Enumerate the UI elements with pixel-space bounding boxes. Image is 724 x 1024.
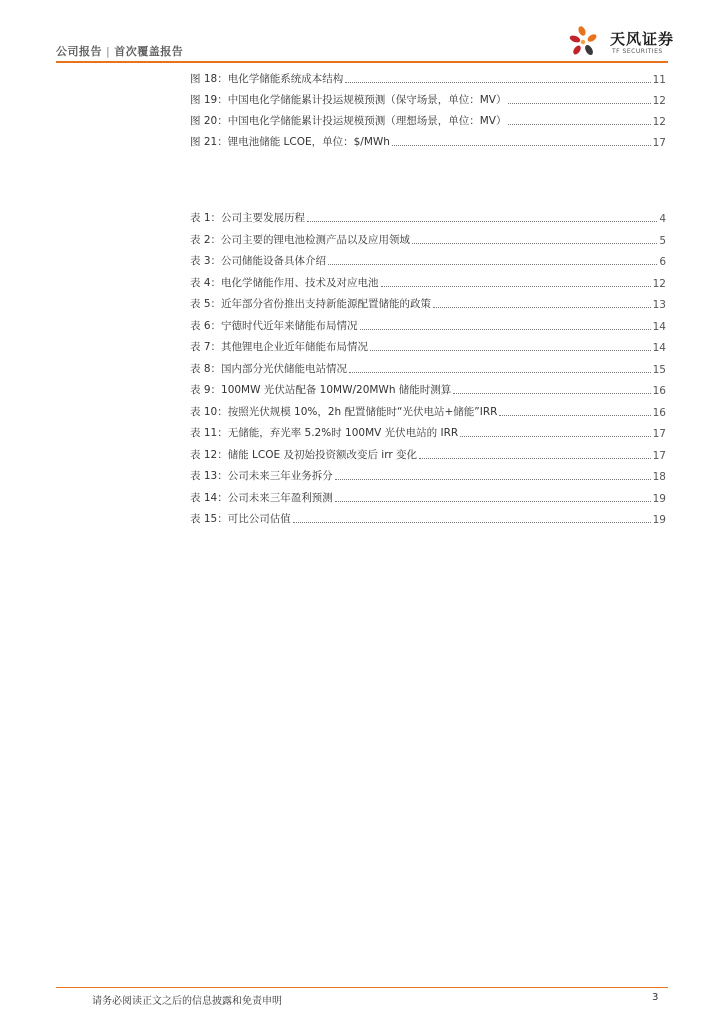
toc-entry-page: 14 xyxy=(652,342,666,354)
toc-entry[interactable] xyxy=(190,508,666,526)
toc-entry-page: 12 xyxy=(652,277,666,290)
toc-entry-label: 表 8：国内部分光伏储能电站情况 xyxy=(190,362,348,375)
toc-entry[interactable] xyxy=(190,336,666,354)
toc-entry[interactable] xyxy=(190,68,666,86)
toc-entry-label: 表 3：公司储能设备具体介绍 xyxy=(190,255,327,267)
toc-entry-page: 5 xyxy=(659,234,666,247)
toc-entry-page: 12 xyxy=(652,116,666,128)
toc-leader-dots xyxy=(349,372,651,373)
toc-entry-label: 表 14：公司未来三年盈利预测 xyxy=(190,491,333,504)
toc-leader-dots xyxy=(392,145,651,146)
footer-disclaimer: 请务必阅读正文之后的信息披露和免责申明 xyxy=(92,996,282,1007)
footer-divider xyxy=(56,987,668,988)
toc-entry[interactable] xyxy=(190,379,666,397)
toc-leader-dots xyxy=(307,221,657,222)
toc-entry-label: 表 12：储能 LCOE 及初始投资额改变后 irr 变化 xyxy=(190,448,417,461)
toc-entry-page: 17 xyxy=(652,449,666,462)
toc-entry[interactable] xyxy=(190,272,666,290)
toc-entry[interactable] xyxy=(190,89,666,107)
header-section: 公司报告 xyxy=(56,45,102,58)
toc-leader-dots xyxy=(453,393,650,394)
header-title xyxy=(56,43,183,59)
toc-entry-label: 图 19：中国电化学储能累计投运规模预测（保守场景，单位：MV） xyxy=(190,94,507,106)
toc-entry[interactable] xyxy=(190,110,666,128)
toc-entry[interactable] xyxy=(190,444,666,462)
toc-entry[interactable] xyxy=(190,207,666,225)
company-logo xyxy=(568,22,675,62)
toc-leader-dots xyxy=(508,124,650,125)
toc-leader-dots xyxy=(381,286,651,287)
header-divider xyxy=(56,61,668,63)
header-report-type: 首次覆盖报告 xyxy=(114,45,184,58)
toc-entry[interactable] xyxy=(190,358,666,376)
toc-entry[interactable] xyxy=(190,487,666,505)
logo-name-cn: 天风证券 xyxy=(610,30,675,48)
toc-entry-page: 12 xyxy=(652,95,666,107)
toc-entry-page: 16 xyxy=(652,385,666,397)
toc-entry-label: 表 5：近年部分省份推出支持新能源配置储能的政策 xyxy=(190,298,432,310)
toc-leader-dots xyxy=(335,501,651,502)
toc-leader-dots xyxy=(370,350,651,351)
toc-entry-label: 表 13：公司未来三年业务拆分 xyxy=(190,470,333,482)
toc-entry-page: 4 xyxy=(659,213,666,225)
toc-entry-label: 表 10：按照光伏规模 10%，2h 配置储能时“光伏电站+储能”IRR xyxy=(190,405,498,418)
toc-entry-label: 表 15：可比公司估值 xyxy=(190,513,291,525)
toc-entry-page: 17 xyxy=(652,137,666,149)
toc-entry-label: 表 9：100MW 光伏站配备 10MW/20MWh 储能时测算 xyxy=(190,384,452,396)
toc-leader-dots xyxy=(345,82,650,83)
toc-leader-dots xyxy=(433,307,651,308)
toc-leader-dots xyxy=(360,329,651,330)
toc-entry-label: 表 7：其他锂电企业近年储能布局情况 xyxy=(190,341,369,353)
toc-entry[interactable] xyxy=(190,315,666,333)
toc-entry-page: 6 xyxy=(659,256,666,268)
toc-entry-label: 图 20：中国电化学储能累计投运规模预测（理想场景，单位：MV） xyxy=(190,115,507,127)
toc-leader-dots xyxy=(460,436,650,437)
toc-entry-label: 图 18：电化学储能系统成本结构 xyxy=(190,73,344,85)
toc-leader-dots xyxy=(499,415,650,416)
toc-entry-label: 图 21：锂电池储能 LCOE，单位：$/MWh xyxy=(190,136,390,148)
toc-entry-page: 19 xyxy=(652,514,666,526)
toc-entry-label: 表 1：公司主要发展历程 xyxy=(190,212,306,224)
toc-entry-page: 14 xyxy=(652,320,666,333)
tf-securities-flower-logo-icon xyxy=(568,22,608,62)
toc-entry[interactable] xyxy=(190,293,666,311)
toc-entry-page: 13 xyxy=(652,299,666,311)
toc-entry[interactable] xyxy=(190,250,666,268)
toc-entry[interactable] xyxy=(190,229,666,247)
toc-leader-dots xyxy=(335,479,651,480)
toc-entry-page: 17 xyxy=(652,428,666,440)
toc-entry[interactable] xyxy=(190,131,666,149)
header-separator: | xyxy=(106,45,111,58)
toc-leader-dots xyxy=(419,458,651,459)
logo-name-en: TF SECURITIES xyxy=(612,48,663,55)
toc-leader-dots xyxy=(508,103,650,104)
toc-entry-label: 表 6：宁德时代近年来储能布局情况 xyxy=(190,319,358,332)
toc-entry[interactable] xyxy=(190,422,666,440)
toc-entry-page: 16 xyxy=(652,406,666,419)
toc-entry-label: 表 11：无储能，弃光率 5.2%时 100MV 光伏电站的 IRR xyxy=(190,427,459,439)
toc-entry-page: 15 xyxy=(652,363,666,376)
toc-leader-dots xyxy=(328,264,657,265)
toc-leader-dots xyxy=(293,522,651,523)
page-number: 3 xyxy=(652,992,659,1003)
toc-leader-dots xyxy=(412,243,657,244)
toc-entry-page: 19 xyxy=(652,492,666,505)
toc-entry-page: 11 xyxy=(652,74,666,86)
toc-entry-page: 18 xyxy=(652,471,666,483)
toc-entry-label: 表 2：公司主要的锂电池检测产品以及应用领域 xyxy=(190,233,411,246)
toc-entry[interactable] xyxy=(190,401,666,419)
toc-entry-label: 表 4：电化学储能作用、技术及对应电池 xyxy=(190,276,379,289)
toc-entry[interactable] xyxy=(190,465,666,483)
